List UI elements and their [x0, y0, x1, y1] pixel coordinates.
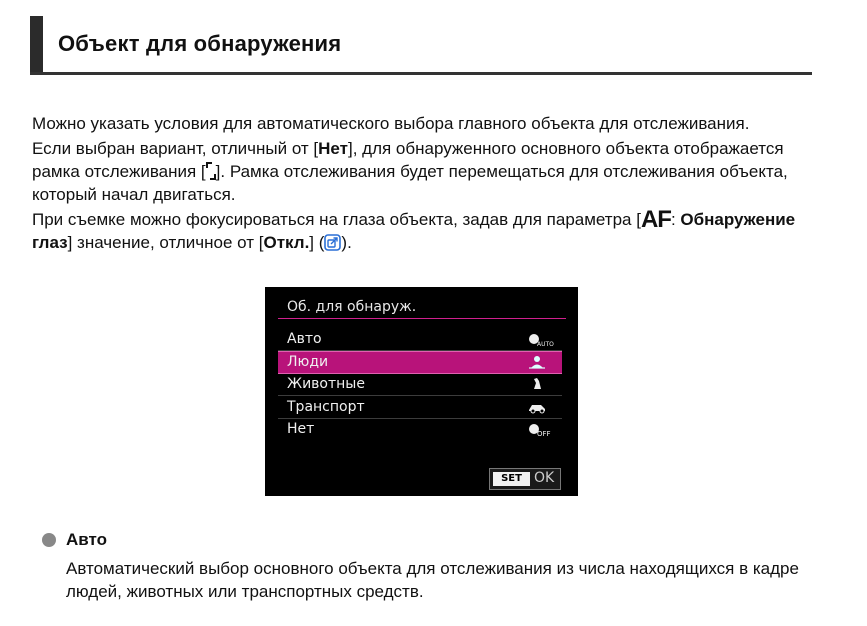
bold-term-eye-detection: Обнаружение глаз	[32, 210, 796, 252]
bold-term-none: Нет	[318, 139, 348, 158]
auto-subject-icon	[526, 332, 554, 348]
svg-text:AUTO: AUTO	[537, 341, 554, 348]
paragraph-eye-detection	[32, 208, 822, 254]
people-icon	[526, 355, 548, 370]
text-run: ] значение, отличное от [	[67, 233, 264, 252]
text-run: При съемке можно фокусироваться на глаза объекта, задав для параметра [	[32, 210, 641, 229]
menu-item-people[interactable]	[278, 351, 562, 374]
menu-item-animals[interactable]	[278, 374, 562, 396]
paragraph-intro: Можно указать условия для автоматического выбора главного объекта для отслеживания.	[32, 114, 750, 133]
off-icon	[526, 422, 551, 438]
vehicle-icon	[526, 400, 548, 415]
menu-item-label: Авто	[287, 331, 322, 347]
text-run: ]. Рамка отслеживания будет перемещаться для отслеживания объекта, который начал двигаться.	[32, 162, 788, 204]
screen-divider	[278, 318, 566, 319]
page-link-icon[interactable]	[324, 234, 341, 251]
camera-menu-screen	[265, 287, 578, 496]
set-badge: SET	[493, 472, 530, 486]
ok-label: OK	[534, 470, 555, 486]
paragraph-frame	[32, 137, 822, 206]
set-ok-button[interactable]	[489, 468, 561, 490]
menu-item-none[interactable]	[278, 419, 562, 440]
animal-icon	[526, 377, 548, 392]
menu-item-vehicles[interactable]	[278, 397, 562, 419]
menu-item-label: Транспорт	[287, 399, 365, 415]
text-run: Если выбран вариант, отличный от [	[32, 139, 319, 158]
bold-term-off: Откл.	[263, 233, 310, 252]
text-run: ] (	[309, 233, 325, 252]
menu-item-label: Животные	[287, 376, 365, 392]
page-title: Объект для обнаружения	[58, 31, 342, 56]
text-run: ).	[341, 233, 352, 252]
text-run: ], для обнаруженного основного объекта отображается рамка отслеживания [	[32, 139, 784, 181]
bullet-description: Автоматический выбор основного объекта для отслеживания из числа находящихся в кадре людей, животных или транспортных средств.	[66, 559, 799, 601]
section-header	[30, 16, 812, 75]
menu-item-label: Нет	[287, 421, 315, 437]
screen-title: Об. для обнаруж.	[287, 299, 417, 315]
bullet-dot	[42, 533, 56, 547]
bullet-title: Авто	[66, 530, 107, 549]
header-accent-bar	[30, 16, 43, 72]
menu-item-label: Люди	[287, 354, 329, 370]
body-text	[32, 112, 822, 256]
af-icon: AF	[640, 206, 671, 233]
text-run: :	[670, 210, 681, 229]
menu-item-auto[interactable]	[278, 329, 562, 351]
tracking-frame-icon	[206, 162, 216, 180]
svg-text:OFF: OFF	[537, 430, 551, 438]
